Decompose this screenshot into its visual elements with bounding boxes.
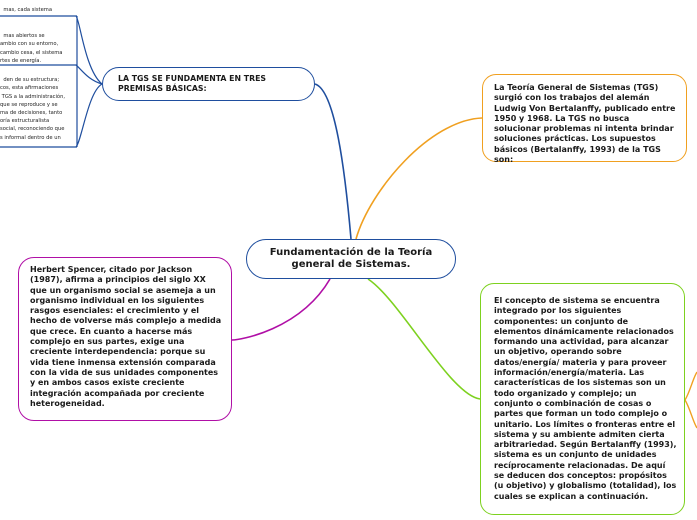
- central-title: Fundamentación de la Teoría general de Sistemas.: [269, 246, 433, 270]
- clipped-node-top-text: mas, cada sistema: [3, 7, 53, 12]
- connector-concepto: [368, 279, 480, 399]
- concepto-sistema-node[interactable]: [480, 283, 685, 515]
- connector-left-middle: [76, 65, 102, 84]
- premisas-label: LA TGS SE FUNDAMENTA EN TRES PREMISAS BÁSICAS:: [118, 74, 267, 93]
- clipped-node-bottom-text: den de su estructura; cos, esta afirmaciones TGS a la administración, que se reproduce y se ma de decisiones, tanto oría estructuralista social, reconociendo que s informal dentro de un: [0, 77, 66, 141]
- connector-left-top: [76, 16, 102, 84]
- premisas-node[interactable]: [102, 67, 315, 101]
- clipped-node-bottom[interactable]: [0, 68, 76, 146]
- connector-right-offscreen: [685, 372, 697, 400]
- connector-tgs: [356, 118, 482, 239]
- clipped-node-middle-text: mas abiertos se ambio con su entorno, cambio cesa, el sistema rtes de energía.: [0, 33, 63, 64]
- spencer-text: Herbert Spencer, citado por Jackson (1987), afirma a principios del siglo XX que un organismo social se asemeja a un organismo individual en los siguientes rasgos esenciales: el crecimiento y el hecho de volverse más complejo a medida que crece. En cuanto a hacerse más complejo en sus partes, exige una creciente interdependencia: porque su vida tiene inmensa extensión comparada con la vida de sus unidades componentes y en ambos casos existe creciente integración acompañada por creciente heterogeneidad.: [30, 265, 222, 408]
- spencer-node[interactable]: [18, 257, 232, 421]
- central-topic[interactable]: [246, 239, 456, 279]
- tgs-origin-node[interactable]: [482, 74, 687, 165]
- connector-left-bottom: [76, 84, 102, 147]
- tgs-origin-text: La Teoría General de Sistemas (TGS) surgió con los trabajos del alemán Ludwig Von Bertalanffy, publicado entre 1950 y 1968. La TGS no busca solucionar problemas ni intenta brindar soluciones prácticas. Los supuestos básicos (Bertalanffy, 1993) de la TGS son:: [494, 83, 676, 165]
- concepto-text: El concepto de sistema se encuentra integrado por los siguientes componentes: un conjunto de elementos dinámicamente relacionados formando una actividad, para alcanzar un objetivo, operando sobre datos/energía/ materia y para proveer información/energía/materia. Las características de los sistemas son un todo organizado y complejo; un conjunto o combinación de cosas o partes que forman un todo complejo o unitario. Los límites o fronteras entre el sistema y su ambiente admiten cierta arbitrariedad. Según Bertalanffy (1993), sistema es un conjunto de unidades recíprocamente relacionadas. De aquí se deducen dos conceptos: propósitos (u objetivo) y globalismo (totalidad), los cuales se explican a continuación.: [494, 296, 677, 501]
- clipped-node-middle[interactable]: [0, 24, 76, 64]
- connector-spencer: [232, 279, 330, 340]
- connector-premisas: [315, 84, 351, 239]
- clipped-node-top[interactable]: [0, 0, 76, 12]
- connector-right-offscreen-2: [685, 400, 697, 428]
